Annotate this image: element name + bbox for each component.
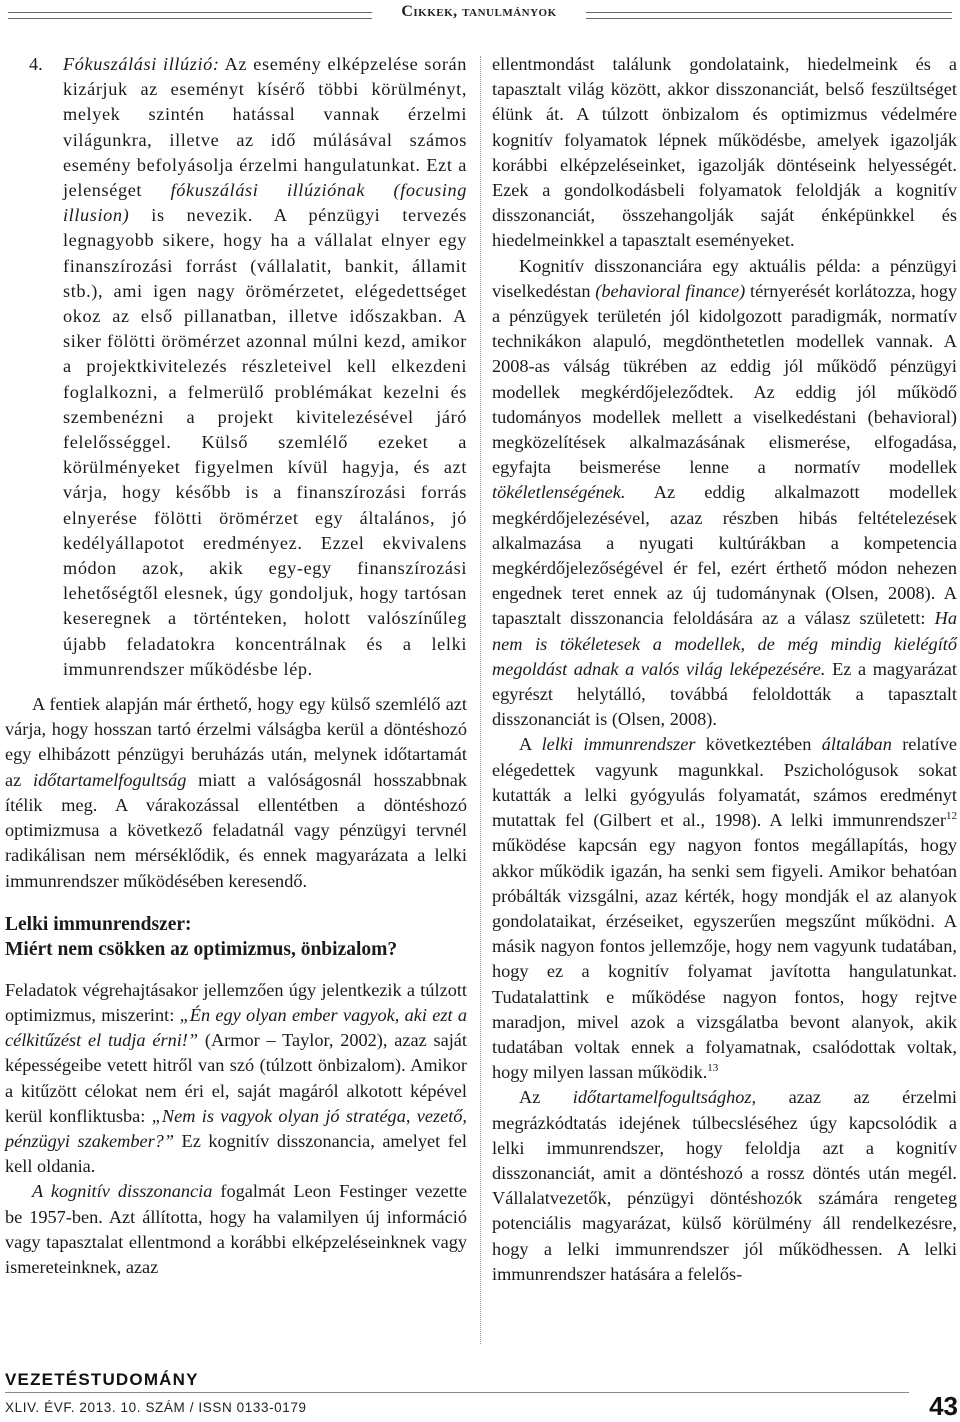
journal-name: VEZETÉSTUDOMÁNY — [5, 1370, 199, 1389]
paragraph — [5, 978, 467, 1180]
section-heading-line-1: Lelki immunrendszer: — [5, 913, 192, 935]
italic-text: A kognitív disszonancia — [32, 1181, 213, 1202]
paragraph — [5, 692, 467, 894]
paragraph — [5, 1179, 467, 1280]
text-run: következtében — [695, 734, 822, 755]
section-heading-line-2: Miért nem csökken az optimizmus, önbizalom? — [5, 938, 398, 960]
paragraph — [492, 254, 957, 733]
italic-text: fókuszálási illúziónak (focusing illusion) — [63, 180, 467, 226]
text-run: Feladatok végrehajtásakor jellemzően úgy jelentkezik a túlzott optimizmus, miszerint: — [5, 979, 467, 1025]
text-run: Az esemény elképzelése során kizárjuk az eseményt kísérő többi körülményt, melyek szintén hatással vannak érzelmi világunkra, illetve az idő múlásával számos esemény befolyásolja érzelmi hangulatunkat. Ezt a jelenséget — [63, 54, 467, 201]
text-run: miatt a valóságosnál hosszabbnak ítélik meg. A várakozással ellentétben a döntéshozó optimizmusa a következő feladatnál vagy pénzügyi tervnél radikálisan nem mérséklődik, és ennek magyarázata a lelki immunrendszer működésében keresendő. — [5, 769, 467, 891]
paragraph — [492, 1085, 957, 1287]
right-column — [492, 52, 957, 1287]
italic-text: időtartamelfogultság — [33, 769, 187, 790]
text-run: térnyerését korlátozza, hogy a pénzügyek területén jól kidolgozott paradigmák, normatív technikákon alapuló, megdönthetetlen modellek vannak. A 2008-as válság tükrében az eddig jól működő pénzügyi modellek megkérdőjeleződtek. Az eddig jól működő tudományos modellek mellett a viselkedéstani (behavioral) megközelítések alkalmazásának elismerése, elfogadása, egyfajta beismerése lenne a normatív modellek — [492, 280, 957, 478]
header-rule-right — [586, 12, 952, 19]
text-run: Ez kognitív disszonancia, amelyet fel kell oldania. — [5, 1130, 467, 1177]
list-item — [5, 52, 467, 682]
text-run: is nevezik. A pénzügyi tervezés legnagyobb sikere, hogy ha a vállalat elnyer egy finanszírozási forrást (vállalatit, bankit, államit stb.), ami igen nagy örömérzetet, elégedettséget okoz az első pillanatban, illetve időszakban. A siker fölötti örömérzet azonnal múlni kezd, amikor a projektkivitelezés részleteivel kell elkezdeni foglalkozni, a felmerülő problémákat kezelni és szembenézni a projekt kivitelezésével járó felelősséggel. Külső szemlélő ezeket a körülményeket figyelmen kívül hagyja, és azt várja, hogy később is a finanszírozási forrás elnyerése fölötti örömérzet egy általános, jó kedélyállapotot eredményez. Ezzel ekvivalens módon azok, akik egy-egy finanszírozási lehetőségtől elesnek, úgy gondoljuk, hogy tartósan keseregnek a történteken, holott valószínűleg újabb feladatokra koncentrálnak és a lelki immunrendszer működésbe lép. — [63, 205, 467, 679]
text-run: Kognitív disszonanciára egy aktuális példa: a pénzügyi viselkedéstan — [492, 255, 957, 301]
text-run: Az eddig alkalmazott modellek megkérdőjelezésével, azaz részben hibás feltételezések alkalmazása a nyugati kultúrákban a kompetencia megkérdőjelezőségével ér fel, ezért érthető módon nehezen engednek teret ennek az új tudománynak (Olsen, 2008). A tapasztalt disszonancia feloldására az a válasz született: — [492, 482, 957, 629]
italic-text: lelki immunrendszer — [541, 734, 696, 755]
issue-info: XLIV. ÉVF. 2013. 10. SZÁM / ISSN 0133-0179 — [5, 1400, 307, 1415]
italic-text: Fókuszálási illúzió: — [63, 54, 220, 74]
column-divider — [480, 56, 481, 1344]
text-run: A fentiek alapján már érthető, hogy egy külső szemlélő azt várja, hogy hosszan tartó érzelmi válságba kerül a döntéshozó egy elhibázott pénzügyi beruházás után, melynek időtartamát az — [5, 694, 467, 790]
text-run: Az — [519, 1087, 573, 1108]
section-label: Cikkek, tanulmányok — [401, 3, 557, 20]
text-run: relatíve elégedettek vagyunk magunkkal. Pszichológusok sokat kutatták a lelki gyógyulás folyamatát, számos eredményt mutattak fel (Gilbert et al., 1998). A lelki immunrendszer — [492, 734, 958, 831]
header-rule-left — [8, 12, 372, 19]
left-column — [5, 52, 467, 1280]
list-item-text — [63, 52, 467, 682]
footnote-ref: 13 — [707, 1062, 719, 1075]
italic-text: általában — [821, 734, 892, 755]
text-run: ellentmondást találunk gondolataink, hiedelmeink és a tapasztalt világ között, akkor disszonanciát, belső feszültséget élünk át. A túlzott önbizalom és optimizmus védelmére kognitív folyamatok lépnek működésbe, amelyek igazolják korábbi elképzeléseinket, igazolják döntéseink helyességét. Ezek a gondolkodásbeli folyamatok feloldják a kognitív disszonanciát, összehangolják saját énképünkkel és hiedelmeinkkel a tapasztalt eseményeket. — [492, 54, 957, 251]
italic-text: Ha nem is tökéletesek a modellek, de még mindig kielégítő megoldást adnak a valós világ leképezésére. — [492, 608, 957, 679]
footer-rule — [5, 1392, 909, 1393]
footnote-ref: 12 — [946, 810, 957, 822]
running-header — [0, 0, 960, 30]
paragraph — [492, 52, 957, 254]
paragraph — [492, 732, 957, 1085]
section-heading — [5, 912, 467, 962]
text-run: azaz az érzelmi megrázkódtatás idejének túlbecsléséhez úgy kapcsolódik a lelki immunrendszer, hogy feloldja azt a kognitív disszonanciát, amit a döntéshozó a rossz döntés után megél. Vállalatvezetők, pénzügyi döntéshozók számára rengeteg potenciális magyarázat, külső körülmény áll rendelkezésre, hogy a lelki immunrendszer jól működhessen. A lelki immunrendszer hatására a felelős- — [492, 1087, 957, 1284]
text-run: (Armor – Taylor, 2002), azaz saját képességeibe vetett hitről van szó (túlzott önbizalom). Amikor a kitűzött célokat nem éri el, saját magáról alkotott képével kerül konfliktusba: — [5, 1030, 467, 1126]
text-run: működése kapcsán egy nagyon fontos megállapítás, hogy akkor működik igazán, ha senki sem figyeli. Amikor behatóan próbálták vizsgálni, azaz kérték, hogy mondják el az alanyok gondolataikat, érzéseiket, egyszerűen megszűnt működni. A másik nagyon fontos jellemzője, hogy nem vagyunk tudatában, hogy ez a kognitív folyamat javította hangulatunkat. Tudatalattink e működése nagyon fontos, hogy rejtve maradjon, mivel azok a vizsgálatba bevont alanyok, akik tudatában voltak ennek a folyamatnak, csalódottak voltak, hogy milyen lassan működik. — [492, 835, 957, 1083]
page-number: 43 — [929, 1391, 958, 1421]
text-run: A — [519, 734, 542, 755]
italic-text: (behavioral finance) — [595, 280, 746, 301]
italic-text: „Én egy olyan ember vagyok, aki ezt a célkitűzést el tudja érni!” — [5, 1004, 467, 1051]
italic-text: időtartamelfogultsághoz, — [572, 1087, 757, 1108]
italic-text: tökéletlenségének. — [492, 482, 626, 503]
italic-text: „Nem is vagyok olyan jó stratéga, vezető, pénzügyi szakember?” — [5, 1105, 467, 1151]
text-run: Ez a magyarázat egyrészt helytálló, továbbá feloldották a tapasztalt disszonanciát is (Olsen, 2008). — [492, 658, 957, 730]
text-run: fogalmát Leon Festinger vezette be 1957-ben. Azt állította, hogy ha valamilyen új információ vagy tapasztalat ellentmond a korábbi elképzeléseinknek vagy ismereteinknek, azaz — [5, 1181, 467, 1277]
list-item-number: 4. — [29, 54, 43, 74]
